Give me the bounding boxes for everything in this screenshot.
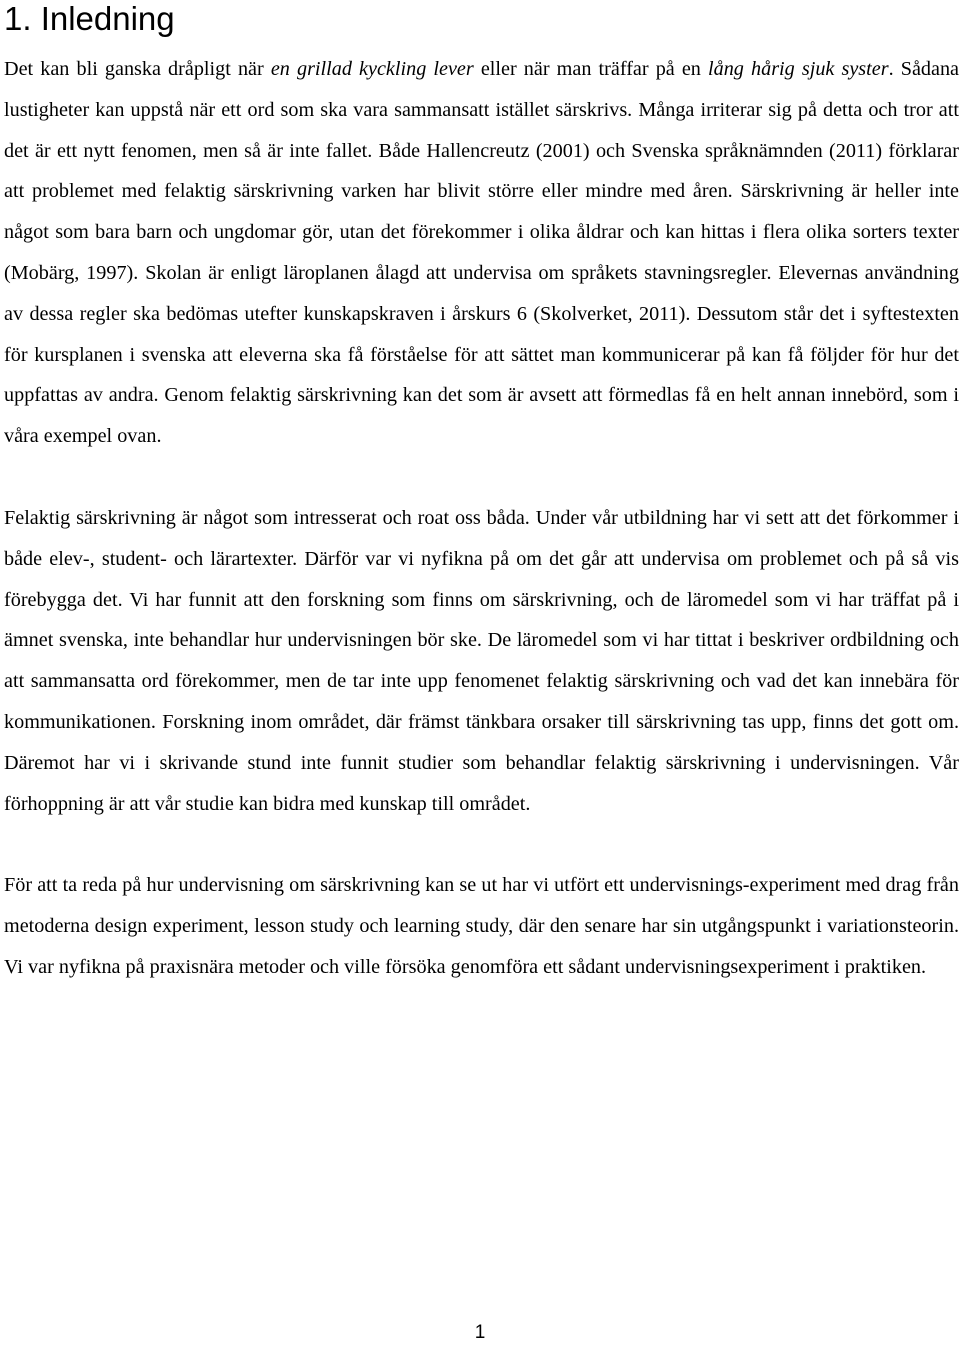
- text-segment: Det kan bli ganska dråpligt när: [4, 58, 271, 80]
- text-segment: eller när man träffar på en: [473, 58, 709, 80]
- italic-phrase: en grillad kyckling lever: [270, 58, 474, 80]
- paragraph-2: [4, 498, 959, 824]
- paragraph-1: [4, 49, 959, 457]
- document-page: [4, 0, 959, 988]
- text-segment: Felaktig särskrivning är något som intresserat och roat oss båda. Under vår utbildning har vi sett att det förkommer i både elev-, student- och lärartexter. Därför var vi nyfikna på om det går att undervisa om problemet och på så vis förebygga det. Vi har funnit att den forskning som finns om särskrivning, och de läromedel som vi har träffat på i ämnet svenska, inte behandlar hur undervisningen bör ske. De läromedel som vi har tittat i beskriver ordbildning och att sammansatta ord förekommer, men de tar inte upp fenomenet felaktig särskrivning och vad det kan innebära för kommunikationen. Forskning inom området, där främst tänkbara orsaker till särskrivning tas upp, finns det gott om. Däremot har vi i skrivande stund inte funnit studier som behandlar felaktig särskrivning i undervisningen. Vår förhoppning är att vår studie kan bidra med kunskap till området.: [4, 506, 959, 815]
- text-segment: För att ta reda på hur undervisning om särskrivning kan se ut har vi utfört ett undervisnings-experiment med drag från metoderna design experiment, lesson study och learning study, där den senare har sin utgångspunkt i variationsteorin. Vi var nyfikna på praxisnära metoder och ville försöka genomföra ett sådant undervisningsexperiment i praktiken.: [4, 874, 959, 978]
- section-heading: 1. Inledning: [4, 0, 175, 37]
- text-segment: . Sådana lustigheter kan uppstå när ett ord som ska vara sammansatt istället särskrivs. Många irriterar sig på detta och tror att det är ett nytt fenomen, men så är inte fallet. Både Hallencreutz (2001) och Svenska språknämnden (2011) förklarar att problemet med felaktig särskrivning varken har blivit större eller mindre med åren. Särskrivning är heller inte något som bara barn och ungdomar gör, utan det förekommer i olika åldrar och kan hittas i flera olika sorters texter (Mobärg, 1997). Skolan är enligt läroplanen ålagd att undervisa om språkets stavningsregler. Elevernas användning av dessa regler ska bedömas utefter kunskapskraven i årskurs 6 (Skolverket, 2011). Dessutom står det i syftestexten för kursplanen i svenska att eleverna ska få förståelse för att sättet man kommunicerar på kan få följder för hur det uppfattas av andra. Genom felaktig särskrivning kan det som är avsett att förmedlas få en helt annan innebörd, som i våra exempel ovan.: [4, 58, 960, 448]
- paragraph-3: [4, 865, 959, 987]
- italic-phrase: lång hårig sjuk syster: [708, 58, 889, 80]
- page-number: 1: [474, 1322, 486, 1343]
